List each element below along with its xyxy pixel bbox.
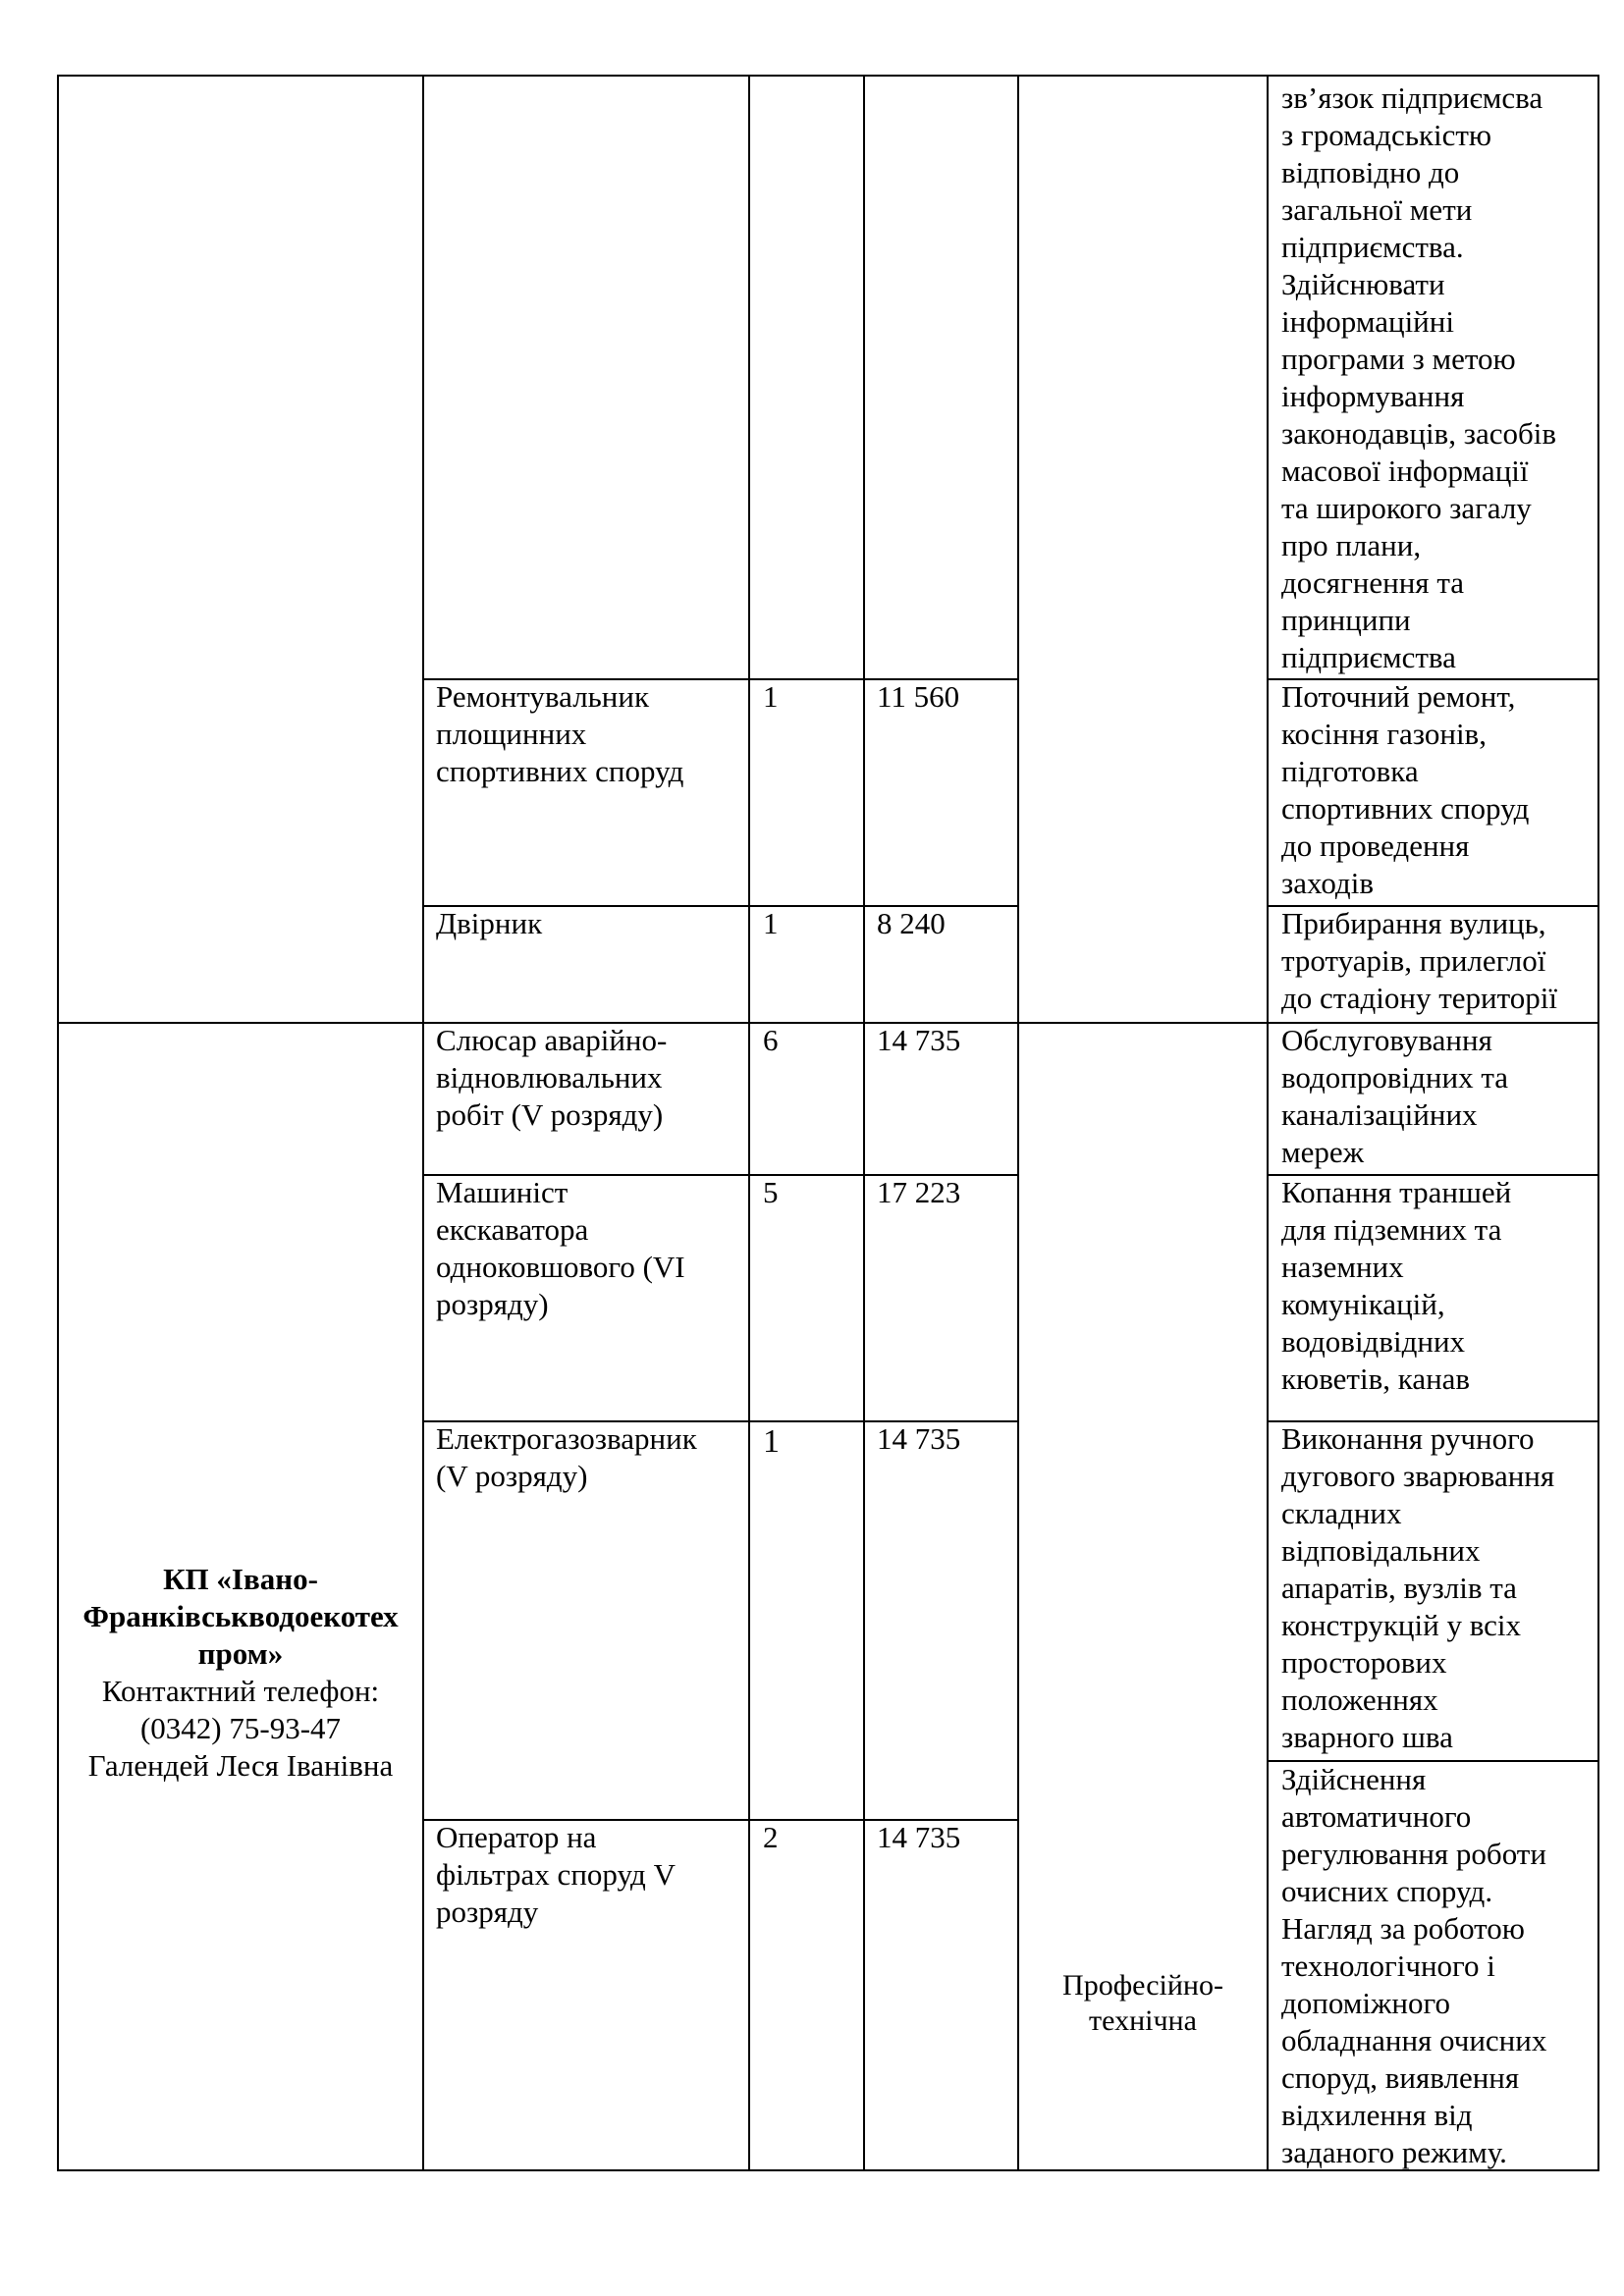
position-line: Електрогазозварник	[436, 1421, 697, 1456]
education-line: Професійно-	[1062, 1969, 1223, 2002]
duties-line: масової інформації	[1281, 454, 1529, 488]
column-divider	[1017, 75, 1019, 2171]
position-line: екскаватора	[436, 1212, 589, 1247]
duties-line: відповідно до	[1281, 155, 1460, 189]
duties-line: Нагляд за роботою	[1281, 1911, 1525, 1946]
education-cell	[1019, 1968, 1267, 2039]
duties-cell	[1281, 1420, 1554, 1756]
duties-line: складних	[1281, 1496, 1402, 1530]
duties-line: дугового зварювання	[1281, 1459, 1555, 1493]
duties-line: водопровідних та	[1281, 1060, 1509, 1095]
position-cell	[436, 678, 683, 790]
contact-phone-label: Контактний телефон:	[101, 1674, 380, 1708]
duties-line: Поточний ремонт,	[1281, 679, 1516, 714]
contact-person: Галендей Леся Іванівна	[87, 1748, 394, 1783]
column-divider	[1267, 75, 1269, 2171]
duties-line: положеннях	[1281, 1682, 1438, 1717]
duties-line: Копання траншей	[1281, 1175, 1512, 1209]
salary-cell: 11 560	[877, 679, 960, 714]
column-divider	[422, 75, 424, 2171]
salary-cell: 14 735	[877, 1023, 961, 1057]
salary-cell: 8 240	[877, 906, 946, 940]
duties-line: зв’язок підприємсва	[1281, 80, 1543, 115]
contact-phone-number: (0342) 75-93-47	[139, 1711, 342, 1745]
position-cell	[436, 905, 542, 942]
position-line: (V розряду)	[436, 1459, 588, 1493]
duties-line: Прибирання вулиць,	[1281, 906, 1546, 940]
duties-line: до проведення	[1281, 828, 1470, 863]
count-cell: 5	[763, 1175, 779, 1209]
duties-line: зварного шва	[1281, 1720, 1453, 1754]
duties-line: відхилення від	[1281, 2098, 1473, 2132]
duties-cell	[1281, 1174, 1511, 1398]
duties-cell	[1281, 905, 1557, 1017]
duties-line: спортивних споруд	[1281, 791, 1530, 826]
position-line: Слюсар аварійно-	[436, 1023, 668, 1057]
duties-line: каналізаційних	[1281, 1097, 1478, 1132]
position-line: Ремонтувальник	[436, 679, 650, 714]
duties-line: загальної мети	[1281, 192, 1473, 227]
column-divider	[748, 75, 750, 2171]
table-right-border	[1597, 75, 1599, 2171]
duties-line: заходів	[1281, 866, 1374, 900]
duties-line: Здійснення	[1281, 1762, 1427, 1796]
count-cell: 1	[763, 1423, 780, 1460]
duties-line: наземних	[1281, 1250, 1404, 1284]
duties-line: допоміжного	[1281, 1986, 1450, 2020]
salary-cell: 14 735	[877, 1820, 961, 1854]
position-line: Двірник	[436, 906, 543, 940]
duties-line: досягнення та	[1281, 565, 1464, 600]
duties-line: інформаційні	[1281, 304, 1454, 339]
position-cell	[436, 1819, 676, 1931]
duties-line: принципи	[1281, 603, 1411, 637]
duties-line: просторових	[1281, 1645, 1447, 1680]
duties-line: законодавців, засобів	[1281, 416, 1556, 451]
duties-cell	[1281, 1761, 1546, 2171]
duties-line: обладнання очисних	[1281, 2023, 1547, 2057]
duties-line: Обслуговування	[1281, 1023, 1492, 1057]
salary-cell: 17 223	[877, 1175, 961, 1209]
duties-line: автоматичного	[1281, 1799, 1472, 1834]
duties-line: споруд, виявлення	[1281, 2060, 1520, 2095]
position-line: одноковшового (VI	[436, 1250, 685, 1284]
duties-line: до стадіону території	[1281, 981, 1557, 1015]
duties-line: косіння газонів,	[1281, 717, 1487, 751]
count-cell: 1	[763, 679, 779, 714]
duties-line: інформування	[1281, 379, 1465, 413]
duties-cell	[1281, 678, 1529, 902]
count-cell: 1	[763, 906, 779, 940]
duties-line: відповідальних	[1281, 1533, 1481, 1568]
employer-cell	[59, 1561, 422, 1785]
duties-line: та широкого загалу	[1281, 491, 1532, 525]
duties-line: для підземних та	[1281, 1212, 1502, 1247]
duties-line: заданого режиму.	[1281, 2135, 1507, 2169]
employer-name-line: Франківськводоекотех	[82, 1599, 399, 1633]
employer-name-line: пром»	[197, 1636, 284, 1671]
duties-line: підприємства.	[1281, 230, 1464, 264]
duties-line: кюветів, канав	[1281, 1362, 1471, 1396]
position-line: розряду	[436, 1895, 539, 1929]
column-divider	[863, 75, 865, 2171]
position-line: фільтрах споруд V	[436, 1857, 676, 1892]
count-cell: 2	[763, 1820, 779, 1854]
position-line: Оператор на	[436, 1820, 597, 1854]
duties-line: технологічного і	[1281, 1949, 1495, 1983]
duties-line: тротуарів, прилеглої	[1281, 943, 1546, 978]
duties-line: програми з метою	[1281, 342, 1516, 376]
duties-line: підготовка	[1281, 754, 1419, 788]
position-line: робіт (V розряду)	[436, 1097, 664, 1132]
count-cell: 6	[763, 1023, 779, 1057]
position-line: відновлювальних	[436, 1060, 663, 1095]
duties-line: комунікацій,	[1281, 1287, 1445, 1321]
duties-line: очисних споруд.	[1281, 1874, 1493, 1908]
duties-cell	[1281, 80, 1556, 676]
position-line: спортивних споруд	[436, 754, 684, 788]
position-line: розряду)	[436, 1287, 549, 1321]
position-line: площинних	[436, 717, 587, 751]
education-line: технічна	[1089, 2004, 1197, 2037]
table-top-border	[57, 75, 1599, 77]
duties-line: з громадськістю	[1281, 118, 1492, 152]
table-left-border	[57, 75, 59, 2171]
position-line: Машиніст	[436, 1175, 568, 1209]
duties-line: підприємства	[1281, 640, 1456, 674]
duties-line: Виконання ручного	[1281, 1421, 1535, 1456]
employer-name-line: КП «Івано-	[163, 1562, 318, 1596]
duties-line: апаратів, вузлів та	[1281, 1571, 1517, 1605]
duties-line: Здійснювати	[1281, 267, 1445, 301]
duties-line: конструкцій у всіх	[1281, 1608, 1522, 1642]
duties-cell	[1281, 1022, 1508, 1171]
position-cell	[436, 1420, 697, 1495]
duties-line: мереж	[1281, 1135, 1365, 1169]
salary-cell: 14 735	[877, 1421, 961, 1456]
duties-line: про плани,	[1281, 528, 1422, 562]
duties-line: регулювання роботи	[1281, 1837, 1546, 1871]
position-cell	[436, 1022, 667, 1134]
position-cell	[436, 1174, 685, 1323]
duties-line: водовідвідних	[1281, 1324, 1466, 1359]
